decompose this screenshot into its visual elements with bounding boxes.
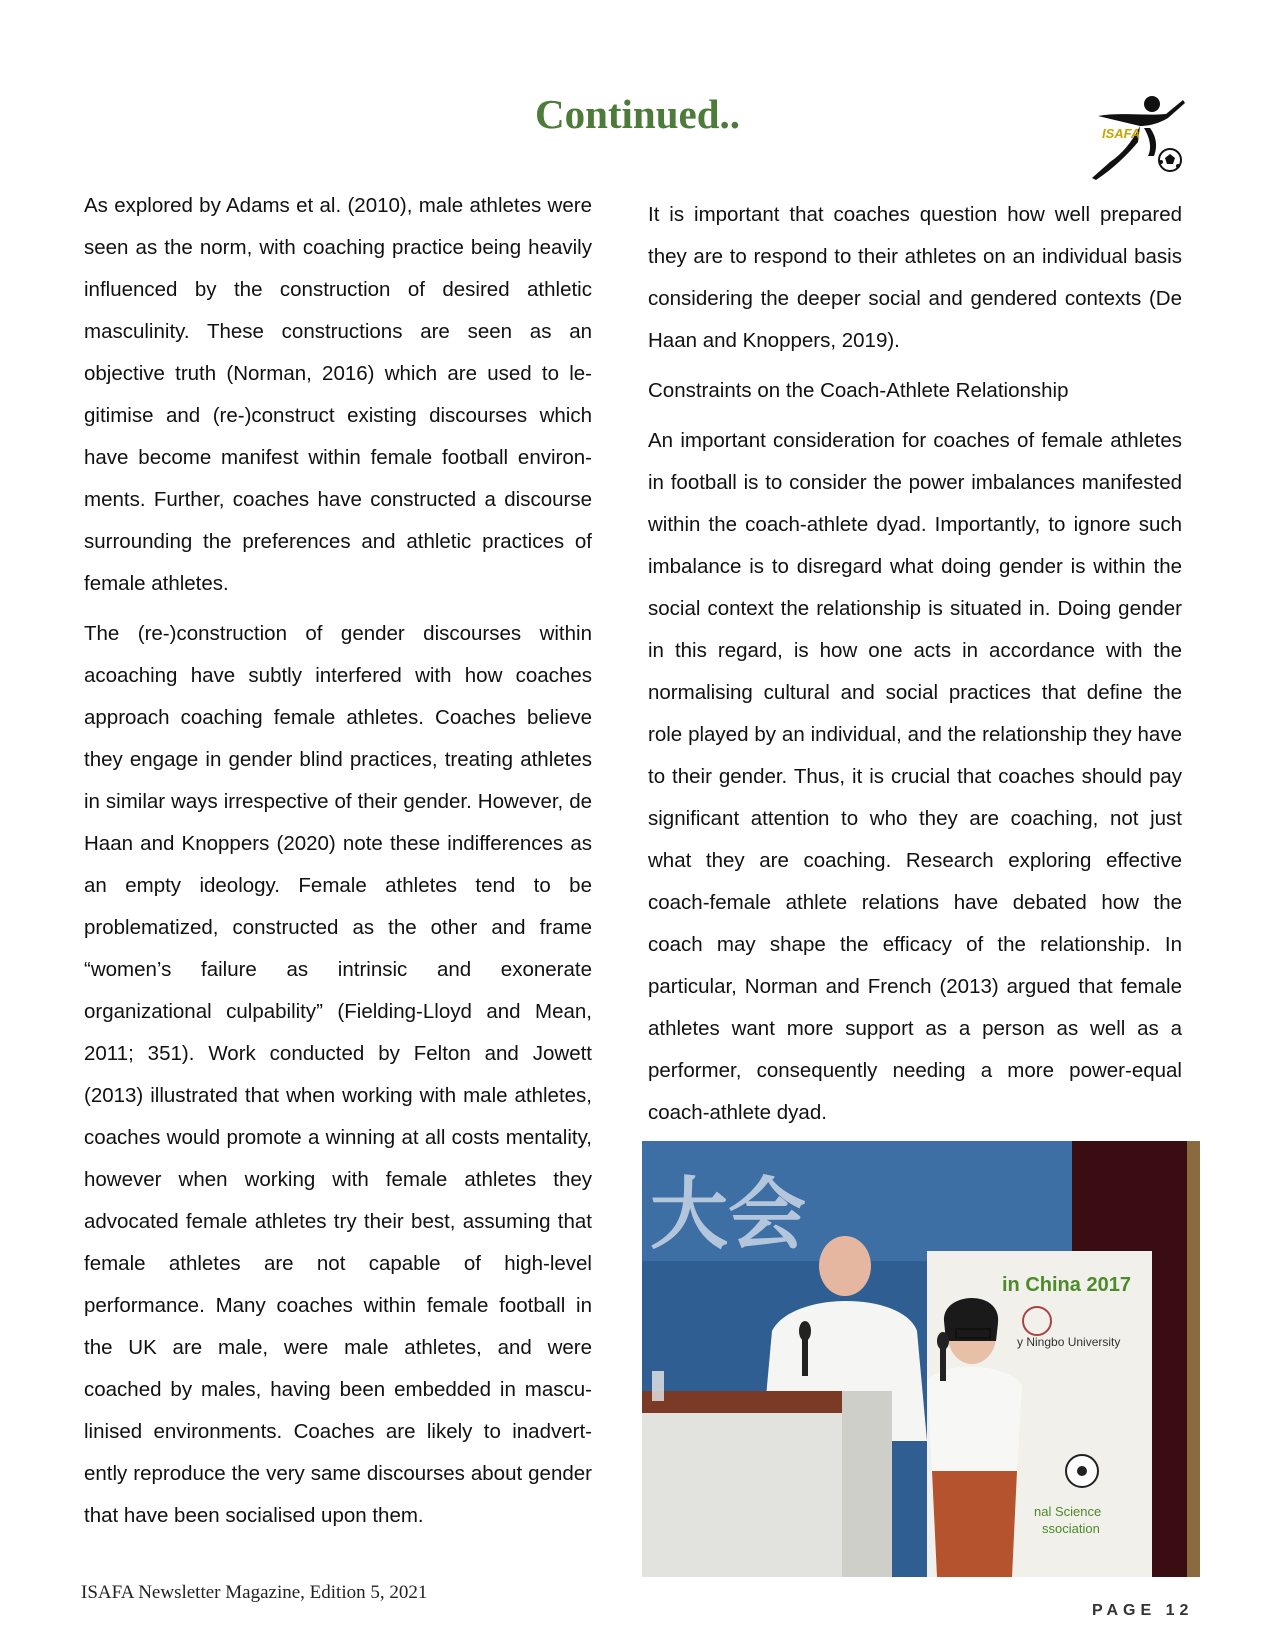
conference-photo: [642, 1141, 1200, 1577]
section-subheading: Constraints on the Coach-Athlete Relationship: [648, 379, 1069, 402]
paragraph-2: The (re-)construction of gender discourses within acoaching have subtly interfered with how coaches approach coaching female athletes. Coaches believe they engage in gender blind practices, treating athletes in similar ways irrespective of their gender. However, de Haan and Knoppers (2020) note these indifferences as an empty ideology. Female athletes tend to be problematized, constructed as the other and frame “women’s failure as intrinsic and exonerate organizational culpability” (Fielding-Lloyd and Mean, 2011; 351). Work conducted by Felton and Jowett (2013) illustrated that when working with male athletes, coaches would promote a winning at all costs mentality, however when working with female athletes they advocated female athletes try their best, assuming that female athletes are not capable of high-level performance. Many coaches within female football in the UK are male, were male athletes, and were coached by males, having been embedded in masculinised environments. Coaches are likely to inadvertently reproduce the very same discourses about gender that have been socialised upon them.: [84, 622, 592, 1527]
paragraph-1: As explored by Adams et al. (2010), male athletes were seen as the norm, with coaching practice being heavily influenced by the construction of desired athletic masculinity. These constructions are seen as an objective truth (Norman, 2016) which are used to legitimise and (re-)construct existing discourses which have become manifest within female football environments. Further, coaches have constructed a discourse surrounding the preferences and athletic practices of female athletes.: [84, 194, 592, 595]
svg-text:nal Science: nal Science: [1034, 1504, 1102, 1519]
svg-text:in China 2017: in China 2017: [1002, 1274, 1131, 1296]
right-column: [648, 194, 1182, 1142]
svg-text:ssociation: ssociation: [1042, 1521, 1100, 1536]
page-title: Continued..: [534, 91, 741, 137]
svg-text:ISAFA: ISAFA: [1102, 126, 1141, 141]
left-column: [84, 185, 592, 1545]
svg-text:大会: 大会: [650, 1170, 807, 1260]
page-number: PAGE 12: [1092, 1602, 1194, 1619]
svg-text:y Ningbo University: y Ningbo University: [1017, 1335, 1121, 1349]
intro-paragraph: It is important that coaches question how well prepared they are to respond to their athletes on an individual basis considering the deeper social and gendered contexts (De Haan and Knoppers, 2019).: [648, 203, 1182, 352]
footer-publication: ISAFA Newsletter Magazine, Edition 5, 2021: [81, 1582, 428, 1603]
isafa-logo: [1088, 92, 1188, 184]
body-paragraph: An important consideration for coaches of female athletes in football is to consider the power imbalances manifested within the coach-athlete dyad. Importantly, to ignore such imbalance is to disregard what doing gender is within the social context the relationship is situated in. Doing gender in this regard, is how one acts in accordance with the normalising cultural and social practices that define the role played by an individual, and the relationship they have to their gender. Thus, it is crucial that coaches should pay significant attention to who they are coaching, not just what they are coaching. Research exploring effective coach-female athlete relations have debated how the coach may shape the efficacy of the relationship. In particular, Norman and French (2013) argued that female athletes want more support as a person as well as a performer, consequently needing a more power-equal coach-athlete dyad.: [648, 429, 1182, 1124]
